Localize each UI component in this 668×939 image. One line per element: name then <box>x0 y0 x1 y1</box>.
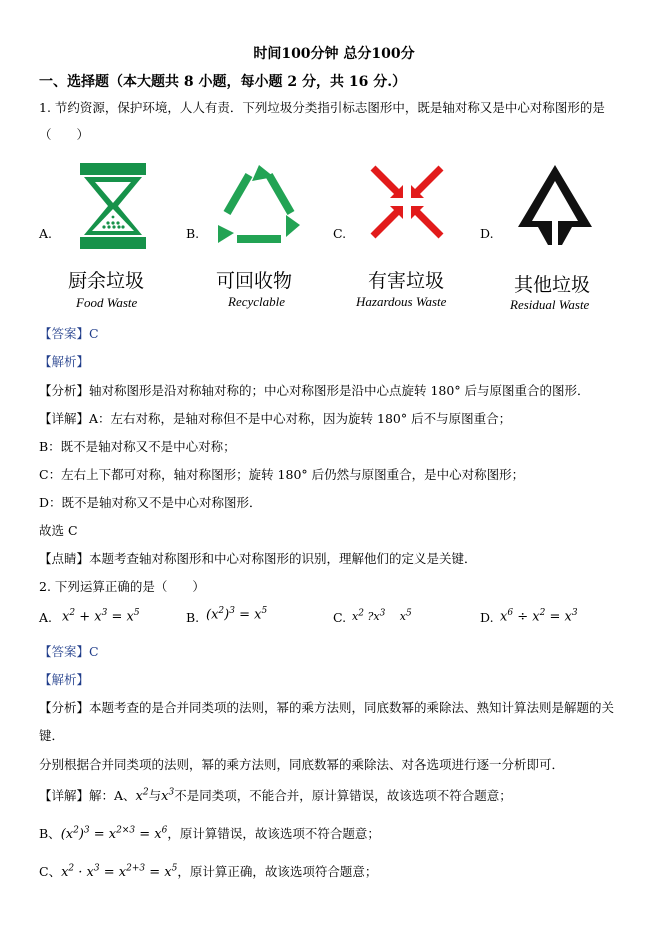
q2-xiangjie-c: C、$x^2 \cdot x^3 = x^{2+3} = x^5$，原计算正确，故该选项符合题意； <box>39 863 378 880</box>
q1-option-a-en: Food Waste <box>76 295 138 310</box>
q2-option-c-formula: $x^2$ $?x^3$ $x^5$ <box>352 608 412 623</box>
q2-xiangjie-b-prefix: B、 <box>39 826 61 841</box>
q2-option-d-formula: $x^6 \div x^2 = x^3$ <box>500 608 578 625</box>
residual-triangle-icon <box>514 161 596 251</box>
q2-xiangjie-a-pre: 【详解】解：A、 <box>39 788 136 803</box>
q1-option-c-letter: C. <box>333 226 347 241</box>
q1-stem: 1. 节约资源，保护环境，人人有责．下列垃圾分类指引标志图形中，既是轴对称又是中心对称图形的是 <box>39 100 605 115</box>
q1-option-d-en: Residual Waste <box>510 297 590 312</box>
q1-analysis-tag: 【解析】 <box>39 354 90 369</box>
q1-option-d-letter: D. <box>480 226 494 241</box>
q2-answer-tag: 【答案】C <box>39 644 99 659</box>
q2-option-a-letter: A. <box>39 610 53 625</box>
q1-option-c-en: Hazardous Waste <box>356 294 447 309</box>
q1-line-b: B：既不是轴对称又不是中心对称； <box>39 439 236 454</box>
q1-option-b-en: Recyclable <box>228 294 286 309</box>
q1-answer-tag: 【答案】C <box>39 326 99 341</box>
q1-line-c: C：左右上下都可对称，轴对称图形；旋转 180° 后仍然与原图重合，是中心对称图形； <box>39 467 525 482</box>
q2-method: 分别根据合并同类项的法则，幂的乘方法则，同底数幂的乘除法、对各选项进行逐一分析即可． <box>39 757 565 772</box>
q2-xiangjie-a-mid: 与 <box>148 788 162 803</box>
q1-dianjing: 【点睛】本题考查轴对称图形和中心对称图形的识别，理解他们的定义是关键． <box>39 551 477 566</box>
q1-fenxi: 【分析】轴对称图形是沿对称轴对称的；中心对称图形是沿中心点旋转 180° 后与原图重合的图形． <box>39 383 590 398</box>
q1-guxuan: 故选 C <box>39 523 78 538</box>
q2-stem: 2. 下列运算正确的是（ ） <box>39 579 205 594</box>
hourglass-food-waste-icon <box>78 163 148 249</box>
q1-option-c-cn: 有害垃圾 <box>368 270 445 292</box>
q2-option-b-formula: $(x^2)^3 = x^5$ <box>206 606 268 623</box>
q2-xiangjie-b-post: ，原计算错误，故该选项不符合题意； <box>167 826 380 841</box>
q2-xiangjie-c-post: ，原计算正确，故该选项符合题意； <box>177 864 378 879</box>
q1-option-d-cn: 其他垃圾 <box>514 274 591 296</box>
q1-paren: （ ） <box>39 127 90 142</box>
q2-option-d-letter: D. <box>480 610 494 625</box>
q2-fenxi-line2: 键． <box>39 728 65 743</box>
section-heading: 一、选择题（本大题共 8 小题，每小题 2 分，共 16 分.） <box>39 74 407 90</box>
q1-line-d: D：既不是轴对称又不是中心对称图形． <box>39 495 262 510</box>
q2-option-c-garbled: ?x <box>367 610 380 623</box>
q2-option-c-letter: C. <box>333 610 347 625</box>
q1-option-a-letter: A. <box>39 226 53 241</box>
q2-option-a-formula: $x^2 + x^3 = x^5$ <box>62 608 140 625</box>
q2-analysis-tag: 【解析】 <box>39 672 90 687</box>
q1-option-b-letter: B. <box>186 226 200 241</box>
q2-option-b-letter: B. <box>186 610 200 625</box>
q1-option-a-cn: 厨余垃圾 <box>68 270 145 292</box>
recycle-arrows-icon <box>212 163 306 247</box>
q2-xiangjie-a: 【详解】解：A、$x^2$与$x^3$不是同类项，不能合并，原计算错误，故该选项不符合题意； <box>39 787 512 804</box>
q2-xiangjie-c-prefix: C、 <box>39 864 62 879</box>
q2-fenxi-line1: 【分析】本题考查的是合并同类项的法则，幂的乘方法则，同底数幂的乘除法、熟知计算法则是解题的关 <box>39 700 615 715</box>
q2-xiangjie-b: B、$(x^2)^3 = x^{2\times 3} = x^6$，原计算错误，故该选项不符合题意； <box>39 825 380 842</box>
q1-option-b-cn: 可回收物 <box>216 270 293 292</box>
page-title: 时间100分钟 总分100分 <box>253 46 415 62</box>
q1-xiangjie: 【详解】A：左右对称，是轴对称但不是中心对称，因为旋转 180° 后不与原图重合； <box>39 411 512 426</box>
q2-xiangjie-a-post: 不是同类项，不能合并，原计算错误，故该选项不符合题意； <box>174 788 512 803</box>
hazardous-arrows-icon <box>370 165 444 239</box>
